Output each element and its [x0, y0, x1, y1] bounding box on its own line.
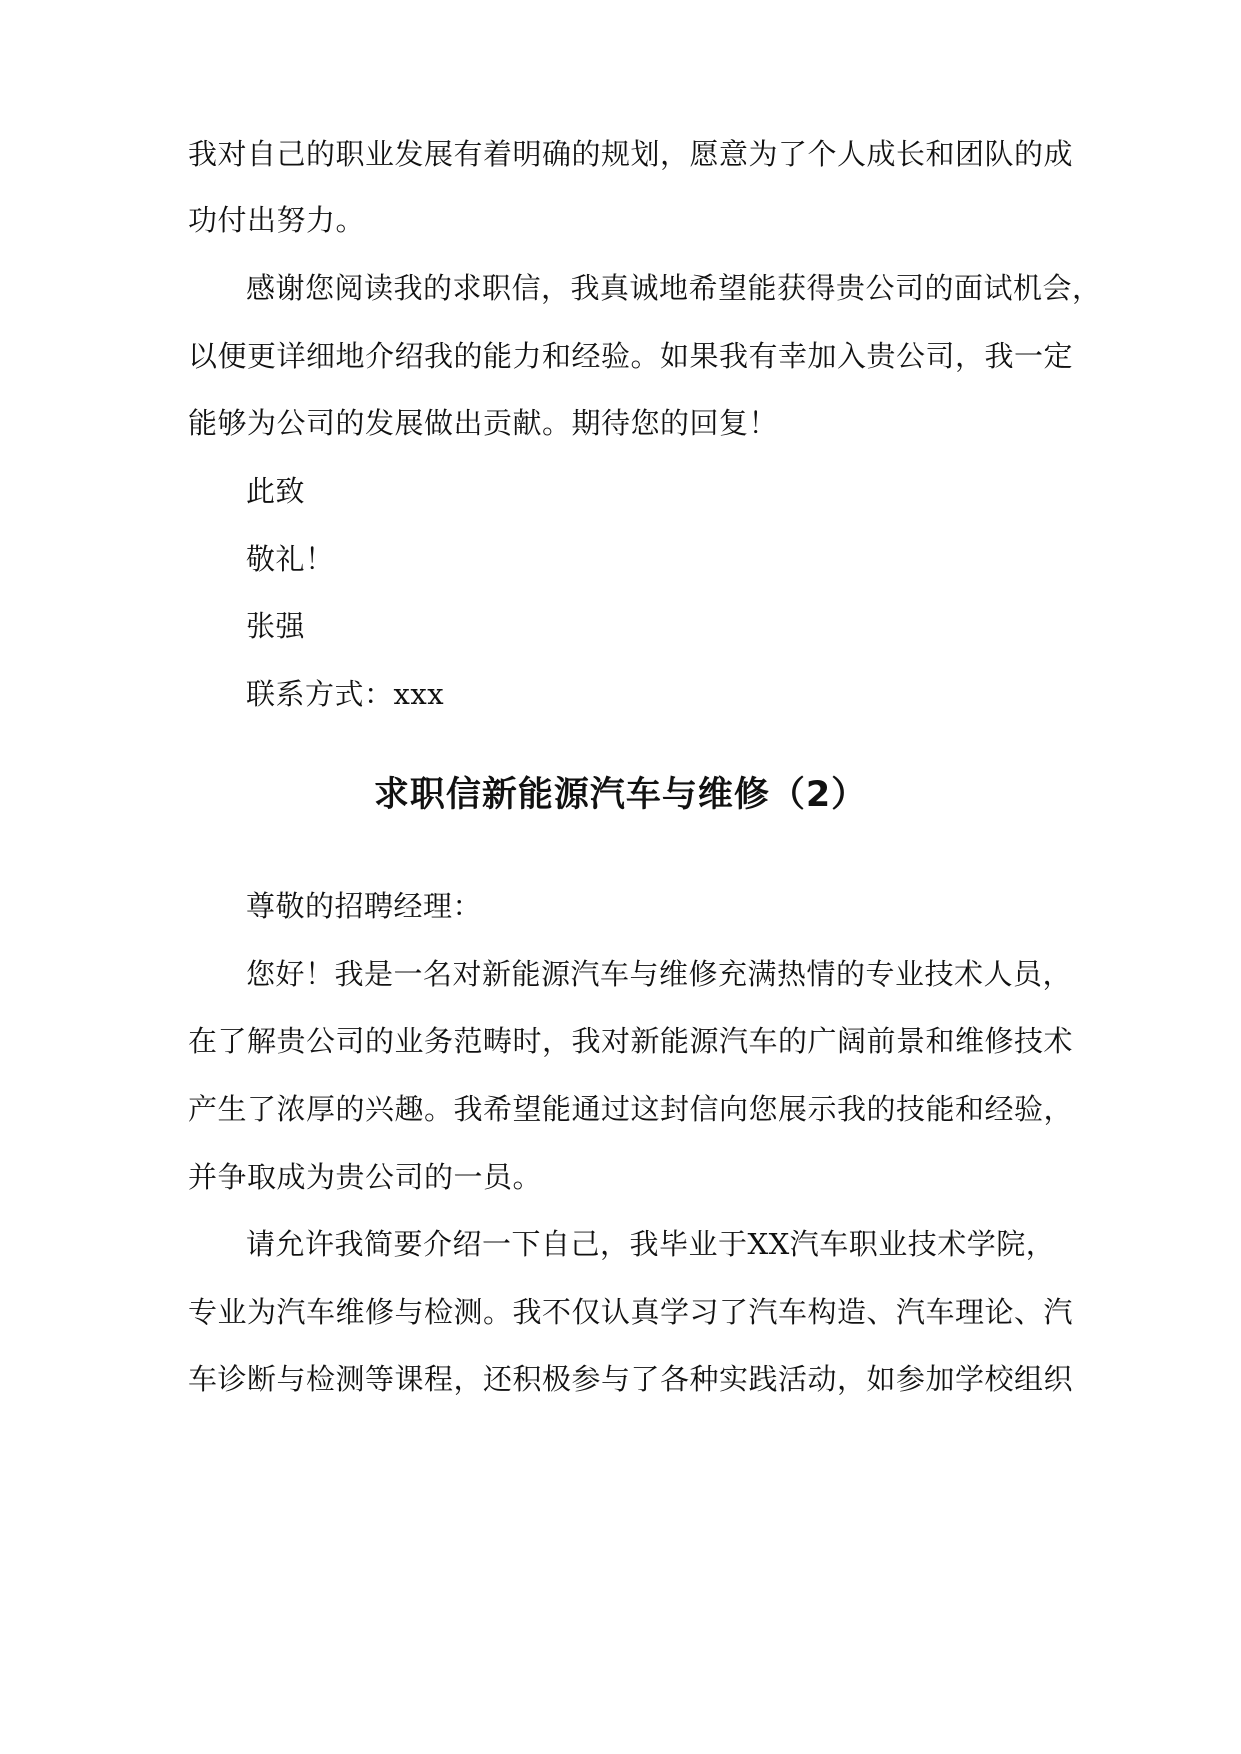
- paragraph-line: 在了解贵公司的业务范畴时，我对新能源汽车的广阔前景和维修技术: [188, 1024, 1074, 1058]
- paragraph-line: 请允许我简要介绍一下自己，我毕业于XX汽车职业技术学院，: [246, 1227, 1056, 1261]
- paragraph-line: 感谢您阅读我的求职信，我真诚地希望能获得贵公司的面试机会，: [246, 271, 1102, 305]
- paragraph-line: 以便更详细地介绍我的能力和经验。如果我有幸加入贵公司，我一定: [188, 339, 1074, 373]
- salute-text: 敬礼！: [246, 542, 335, 576]
- paragraph-line: 能够为公司的发展做出贡献。期待您的回复！: [188, 406, 779, 440]
- paragraph-line: 您好！我是一名对新能源汽车与维修充满热情的专业技术人员，: [246, 957, 1073, 991]
- contact-info: 联系方式：xxx: [246, 677, 445, 711]
- closing-text: 此致: [246, 474, 306, 508]
- paragraph-line: 专业为汽车维修与检测。我不仅认真学习了汽车构造、汽车理论、汽: [188, 1295, 1074, 1329]
- paragraph-line: 我对自己的职业发展有着明确的规划，愿意为了个人成长和团队的成: [188, 137, 1074, 171]
- paragraph-line: 并争取成为贵公司的一员。: [188, 1160, 543, 1194]
- paragraph-line: 产生了浓厚的兴趣。我希望能通过这封信向您展示我的技能和经验，: [188, 1092, 1074, 1126]
- section-title: 求职信新能源汽车与维修（2）: [373, 775, 868, 815]
- paragraph-line: 功付出努力。: [188, 203, 366, 237]
- paragraph-line: 车诊断与检测等课程，还积极参与了各种实践活动，如参加学校组织: [188, 1362, 1074, 1396]
- letter-greeting: 尊敬的招聘经理：: [246, 889, 483, 923]
- signature-name: 张强: [246, 609, 306, 643]
